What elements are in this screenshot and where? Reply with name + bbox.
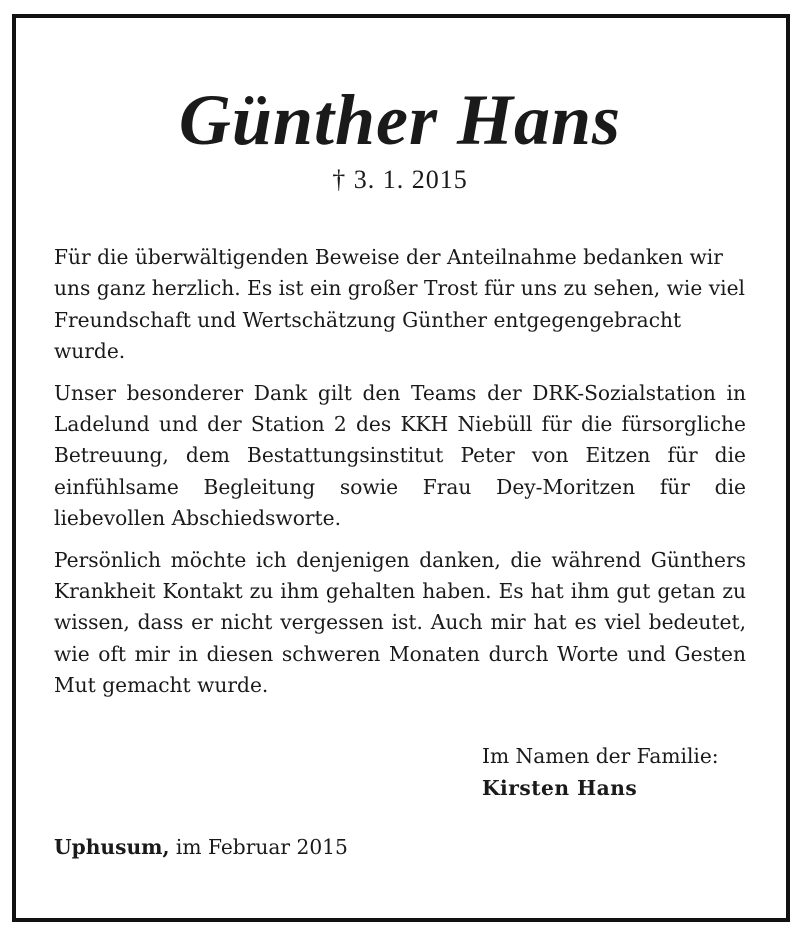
death-date: † 3. 1. 2015: [332, 165, 468, 194]
paragraph-personal-thanks: Persönlich möchte ich denjenigen danken, die während Günthers Krankheit Kontakt zu ihm gehalten haben. Es hat ihm gut getan zu wissen, dass er nicht vergessen ist. Auch mir hat es viel bedeutet, wie oft mir in diesen schweren Monaten durch Worte und Gesten Mut gemacht wurde.: [54, 547, 746, 698]
deceased-name: Günther Hans: [178, 80, 622, 160]
signer-name: Kirsten Hans: [482, 776, 638, 800]
date-text: im Februar 2015: [169, 835, 348, 859]
signature-block: [482, 740, 719, 804]
place-name: Uphusum,: [54, 835, 170, 859]
notice-body: [54, 242, 746, 712]
signature-line: Im Namen der Familie:: [482, 744, 719, 768]
paragraph-special-thanks: Unser besonderer Dank gilt den Teams der DRK-Sozialstation in Ladelund und der Station 2 des KKH Niebüll für die fürsorgliche Betreuung, dem Bestattungsinstitut Peter von Eitzen für die einfühlsame Begleitung sowie Frau Dey-Moritzen für die liebevollen Abschiedsworte.: [54, 380, 746, 531]
place-date-line: [54, 831, 348, 863]
paragraph-thanks: Für die überwältigenden Beweise der Anteilnahme bedanken wir uns ganz herzlich. Es ist ein großer Trost für uns zu sehen, wie viel Freundschaft und Wertschätzung Günther entgegengebracht wurde.: [54, 245, 745, 364]
